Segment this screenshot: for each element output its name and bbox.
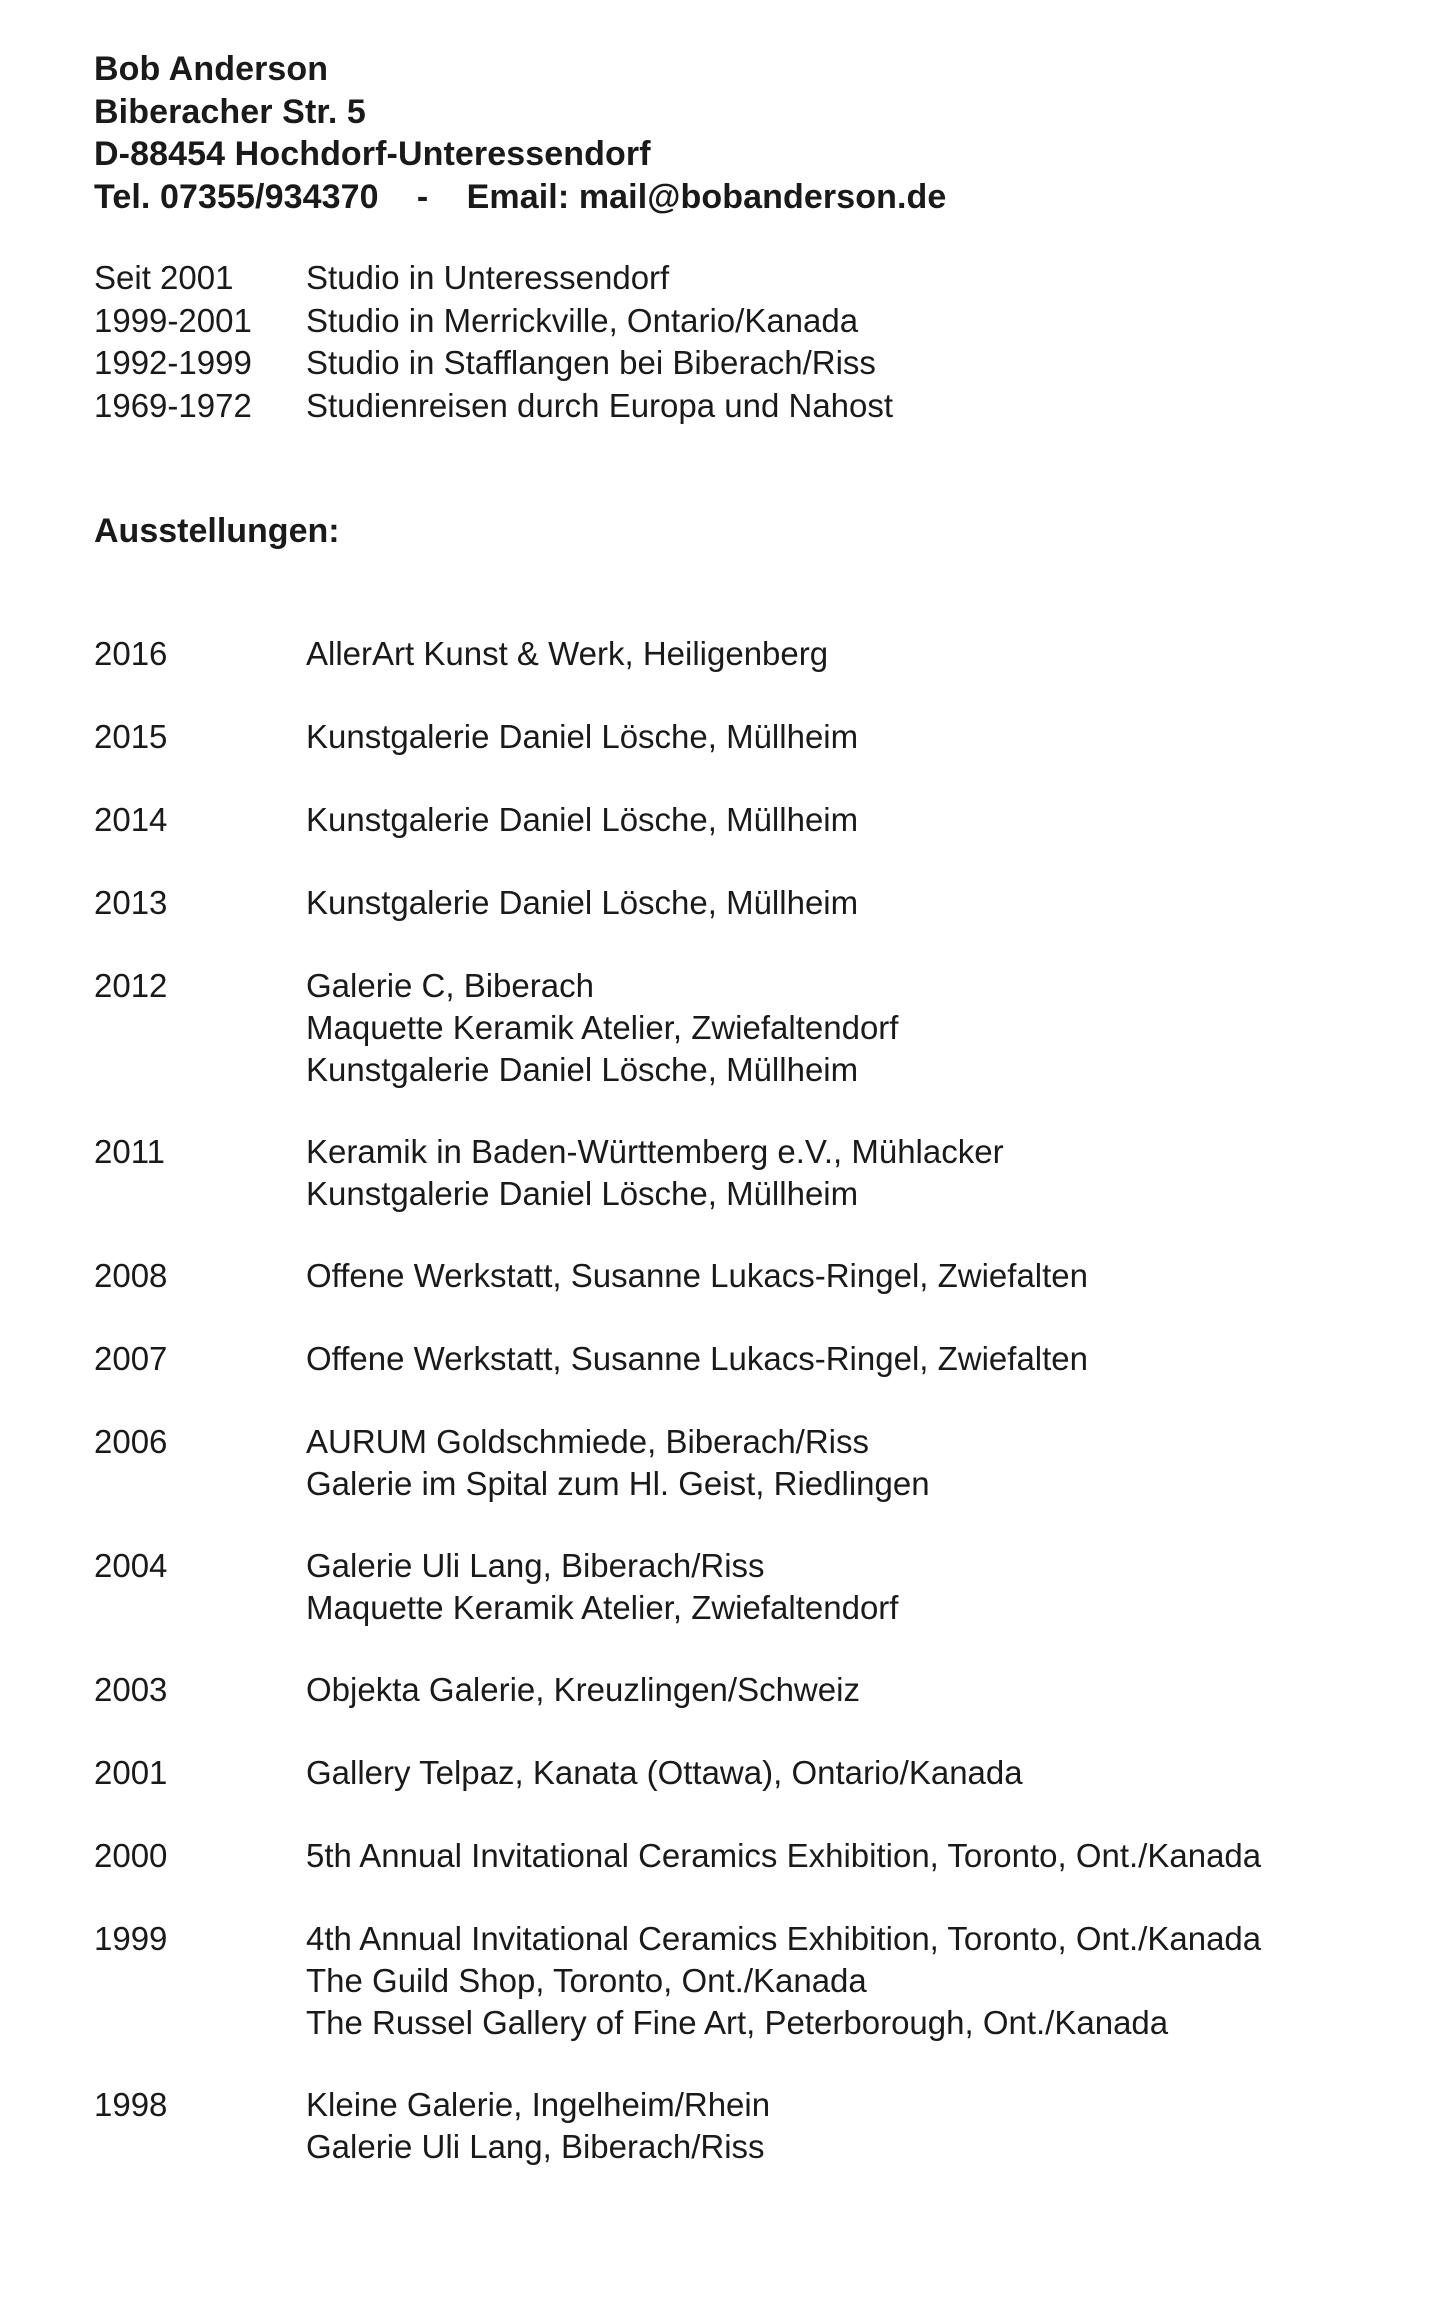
exhibition-year: 2013 bbox=[94, 884, 168, 921]
exhibition-venues bbox=[306, 1338, 1088, 1380]
exhibition-row bbox=[94, 799, 1261, 841]
exhibition-venues bbox=[306, 799, 858, 841]
exhibition-year: 2008 bbox=[94, 1257, 168, 1294]
exhibition-year: 2004 bbox=[94, 1547, 168, 1584]
exhibition-row bbox=[94, 633, 1261, 675]
exhibition-venue: Galerie Uli Lang, Biberach/Riss bbox=[306, 1547, 765, 1584]
exhibition-venues bbox=[306, 2084, 770, 2168]
exhibition-row bbox=[94, 1421, 1261, 1505]
exhibitions-heading: Ausstellungen: bbox=[94, 512, 340, 550]
exhibition-row bbox=[94, 1752, 1261, 1794]
studio-period: 1992-1999 bbox=[94, 344, 252, 381]
exhibition-venue: Offene Werkstatt, Susanne Lukacs-Ringel, Zwiefalten bbox=[306, 1340, 1089, 1377]
exhibition-venue: Kunstgalerie Daniel Lösche, Müllheim bbox=[306, 801, 859, 838]
exhibition-venues bbox=[306, 1421, 930, 1505]
exhibition-venues bbox=[306, 965, 898, 1091]
studio-text: Studio in Unteressendorf bbox=[306, 259, 670, 296]
contact-phone-email-line bbox=[94, 176, 946, 219]
exhibition-row bbox=[94, 1255, 1261, 1297]
exhibition-venue: Kunstgalerie Daniel Lösche, Müllheim bbox=[306, 1051, 859, 1088]
exhibition-venue: Galerie Uli Lang, Biberach/Riss bbox=[306, 2128, 765, 2165]
exhibition-year: 2011 bbox=[94, 1133, 165, 1170]
exhibition-year: 1998 bbox=[94, 2086, 168, 2123]
exhibition-venue: 4th Annual Invitational Ceramics Exhibition, Toronto, Ont./Kanada bbox=[306, 1920, 1262, 1957]
exhibition-venue: Objekta Galerie, Kreuzlingen/Schweiz bbox=[306, 1671, 860, 1708]
exhibition-row bbox=[94, 882, 1261, 924]
exhibition-venue: Keramik in Baden-Württemberg e.V., Mühlacker bbox=[306, 1133, 1004, 1170]
exhibition-venues bbox=[306, 1669, 860, 1711]
exhibition-venues bbox=[306, 1255, 1088, 1297]
exhibition-venue: 5th Annual Invitational Ceramics Exhibition, Toronto, Ont./Kanada bbox=[306, 1837, 1262, 1874]
exhibition-row bbox=[94, 2084, 1261, 2168]
studio-history bbox=[94, 257, 893, 427]
studio-text: Studienreisen durch Europa und Nahost bbox=[306, 386, 894, 424]
exhibition-venue: Gallery Telpaz, Kanata (Ottawa), Ontario/Kanada bbox=[306, 1754, 1023, 1791]
exhibition-venues bbox=[306, 1752, 1023, 1794]
studio-period: Seit 2001 bbox=[94, 259, 234, 296]
exhibition-row bbox=[94, 716, 1261, 758]
studio-row bbox=[94, 257, 893, 300]
exhibition-year: 2003 bbox=[94, 1671, 168, 1708]
exhibition-venue: Galerie im Spital zum Hl. Geist, Riedlingen bbox=[306, 1465, 930, 1502]
contact-city: D-88454 Hochdorf-Unteressendorf bbox=[94, 135, 651, 173]
exhibition-row bbox=[94, 1835, 1261, 1877]
contact-email: Email: mail@bobanderson.de bbox=[466, 177, 947, 216]
exhibition-venue: The Russel Gallery of Fine Art, Peterborough, Ont./Kanada bbox=[306, 2004, 1169, 2041]
contact-block bbox=[94, 48, 946, 218]
exhibition-venues bbox=[306, 882, 858, 924]
exhibition-year: 2001 bbox=[94, 1754, 168, 1791]
exhibition-venues bbox=[306, 633, 828, 675]
exhibition-year: 2014 bbox=[94, 801, 168, 838]
studio-text: Studio in Stafflangen bei Biberach/Riss bbox=[306, 344, 876, 381]
exhibition-venues bbox=[306, 1918, 1261, 2044]
exhibition-row bbox=[94, 1131, 1261, 1215]
exhibition-venues bbox=[306, 1835, 1261, 1877]
exhibition-venues bbox=[306, 1545, 898, 1629]
exhibition-venues bbox=[306, 1131, 1004, 1215]
exhibition-year: 2015 bbox=[94, 718, 168, 755]
exhibition-year: 2000 bbox=[94, 1837, 168, 1874]
exhibition-year: 2006 bbox=[94, 1423, 168, 1460]
exhibitions-list bbox=[94, 633, 1261, 2208]
exhibition-venue: AllerArt Kunst & Werk, Heiligenberg bbox=[306, 635, 829, 672]
contact-name: Bob Anderson bbox=[94, 50, 329, 88]
exhibition-row bbox=[94, 1669, 1261, 1711]
exhibition-year: 2012 bbox=[94, 967, 168, 1004]
exhibition-venue: Kunstgalerie Daniel Lösche, Müllheim bbox=[306, 884, 859, 921]
exhibition-venue: Kleine Galerie, Ingelheim/Rhein bbox=[306, 2086, 771, 2123]
exhibition-venue: Offene Werkstatt, Susanne Lukacs-Ringel, Zwiefalten bbox=[306, 1257, 1089, 1294]
studio-text: Studio in Merrickville, Ontario/Kanada bbox=[306, 301, 859, 339]
studio-row bbox=[94, 342, 893, 385]
exhibition-year: 2007 bbox=[94, 1340, 168, 1377]
exhibition-venue: Kunstgalerie Daniel Lösche, Müllheim bbox=[306, 1175, 859, 1212]
exhibition-venue: Maquette Keramik Atelier, Zwiefaltendorf bbox=[306, 1009, 899, 1046]
exhibition-row bbox=[94, 1545, 1261, 1629]
exhibition-year: 2016 bbox=[94, 635, 168, 672]
exhibition-row bbox=[94, 1338, 1261, 1380]
studio-period: 1969-1972 bbox=[94, 386, 252, 424]
exhibition-year: 1999 bbox=[94, 1920, 168, 1957]
exhibition-venue: AURUM Goldschmiede, Biberach/Riss bbox=[306, 1423, 870, 1460]
studio-row bbox=[94, 300, 893, 343]
exhibition-venue: Kunstgalerie Daniel Lösche, Müllheim bbox=[306, 718, 859, 755]
studio-period: 1999-2001 bbox=[94, 301, 252, 339]
contact-street: Biberacher Str. 5 bbox=[94, 92, 366, 131]
contact-phone: Tel. 07355/934370 bbox=[94, 177, 379, 216]
exhibition-venue: Maquette Keramik Atelier, Zwiefaltendorf bbox=[306, 1589, 899, 1626]
exhibition-venue: The Guild Shop, Toronto, Ont./Kanada bbox=[306, 1962, 867, 1999]
contact-separator: - bbox=[416, 177, 429, 216]
studio-row bbox=[94, 385, 893, 428]
exhibition-venue: Galerie C, Biberach bbox=[306, 967, 594, 1004]
exhibition-venues bbox=[306, 716, 858, 758]
exhibition-row bbox=[94, 965, 1261, 1091]
exhibition-row bbox=[94, 1918, 1261, 2044]
